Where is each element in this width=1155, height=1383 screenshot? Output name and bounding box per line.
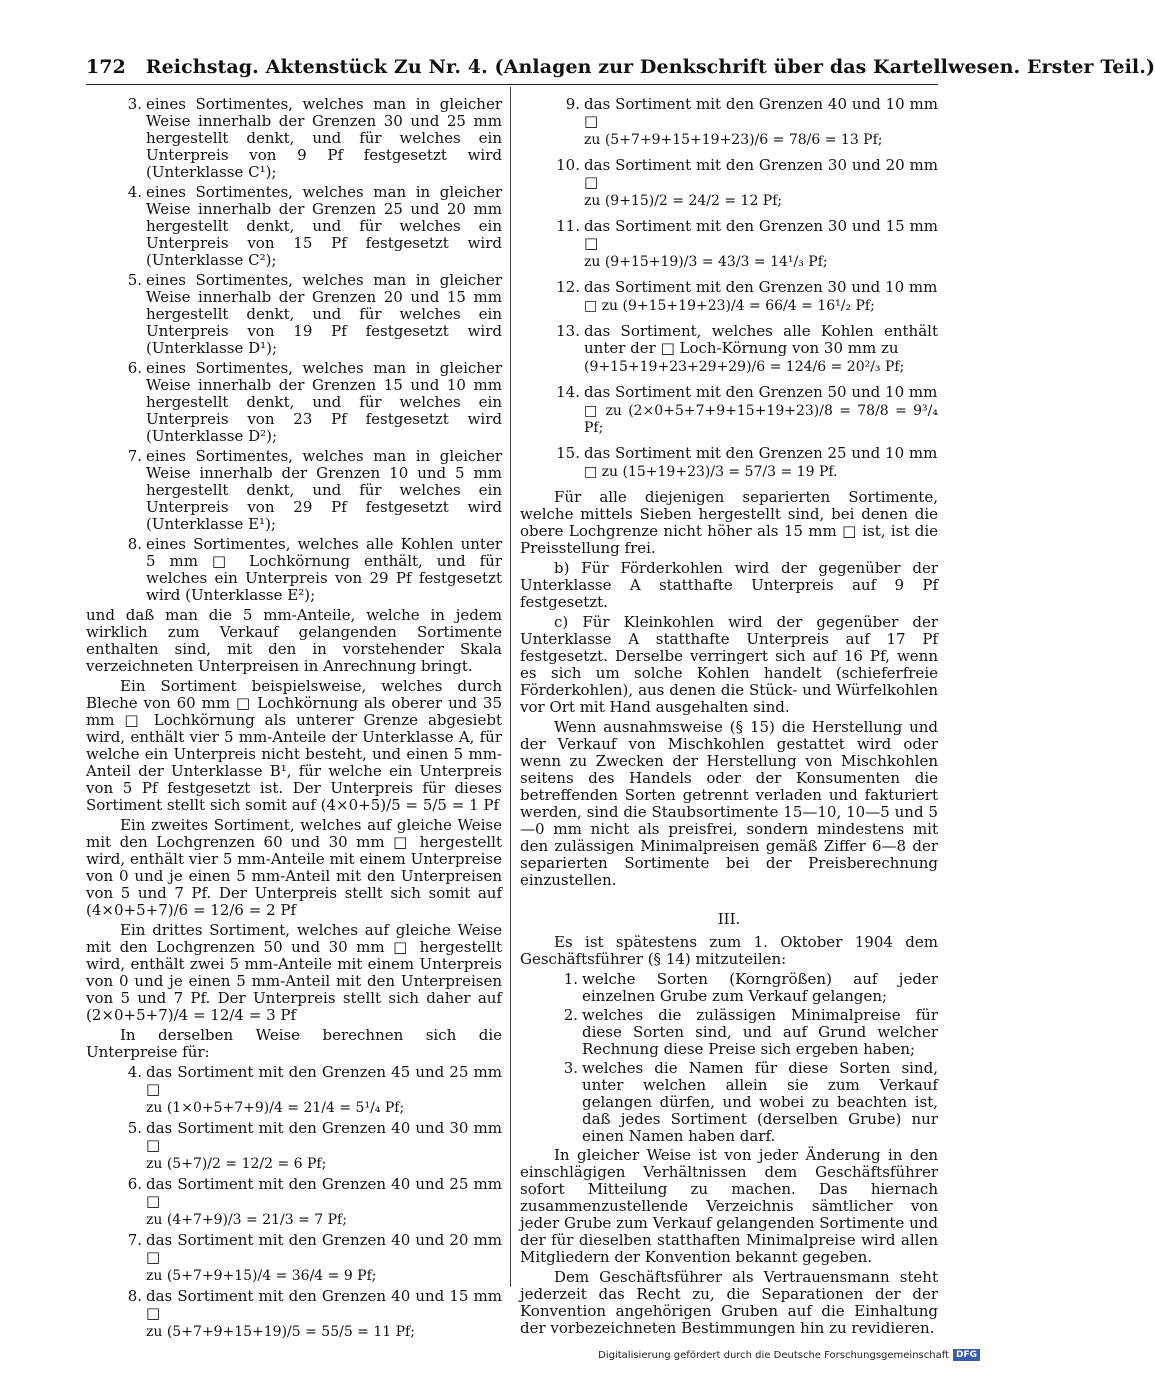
formula: zu (4+7+9)/3 = 21/3 = 7 Pf; — [146, 1212, 347, 1228]
list-item: 1. welche Sorten (Korngrößen) auf jeder einzelnen Grube zum Verkauf gelangen; — [563, 970, 938, 1005]
calc-item: 5. das Sortiment mit den Grenzen 40 und 30 mm □ zu (5+7)/2 = 12/2 = 6 Pf; — [127, 1119, 502, 1172]
formula: zu (9+15)/2 = 24/2 = 12 Pf; — [584, 193, 783, 209]
formula: □ zu (15+19+23)/3 = 57/3 = 19 Pf. — [584, 464, 838, 480]
paragraph: und daß man die 5 mm-Anteile, welche in jedem wirklich zum Verkauf gelangenden Sortimente enthalten sind, mit den in vorstehender Skala verzeichneten Unterpreisen in Anrechnung bringt. — [86, 606, 502, 675]
left-column — [86, 96, 502, 1344]
paragraph: Ein zweites Sortiment, welches auf gleiche Weise mit den Lochgrenzen 60 und 30 mm □ hergestellt wird, enthält vier 5 mm-Anteile mit einem Unterpreise von 0 und je einen 5 mm-Anteil mit den Unterpreisen von 5 und 7 Pf. Der Unterpreis stellt sich somit auf (4×0+5+7)/6 = 12/6 = 2 Pf — [86, 816, 502, 919]
formula: (9+15+19+23+29+29)/6 = 124/6 = 20²/₃ Pf; — [584, 359, 905, 375]
calc-item: 7. das Sortiment mit den Grenzen 40 und 20 mm □ zu (5+7+9+15)/4 = 36/4 = 9 Pf; — [127, 1231, 502, 1284]
section-heading: III. — [717, 910, 741, 928]
calc-item: 4. das Sortiment mit den Grenzen 45 und 25 mm □ zu (1×0+5+7+9)/4 = 21/4 = 5¹/₄ Pf; — [127, 1063, 502, 1116]
formula: zu (5+7+9+15+19+23)/6 = 78/6 = 13 Pf; — [584, 132, 883, 148]
column-divider — [510, 87, 511, 1287]
paragraph: In gleicher Weise ist von jeder Änderung in den einschlägigen Verhältnissen dem Geschäftsführer sofort Mitteilung zu machen. Das hiernach zusammenzustellende Verzeichnis sämtlicher von jeder Grube zum Verkauf gelangenden Sortimente und der für dieselben statthaften Minimalpreise wird allen Mitgliedern der Konvention bekannt gegeben. — [520, 1146, 938, 1266]
formula: □ zu (9+15+19+23)/4 = 66/4 = 16¹/₂ Pf; — [584, 298, 875, 314]
formula: zu (5+7+9+15)/4 = 36/4 = 9 Pf; — [146, 1268, 377, 1284]
calc-item: 10. das Sortiment mit den Grenzen 30 und 20 mm □ zu (9+15)/2 = 24/2 = 12 Pf; — [556, 156, 938, 209]
calc-item: 14. das Sortiment mit den Grenzen 50 und 10 mm □ zu (2×0+5+7+9+15+19+23)/8 = 78/8 = 9³/₄ Pf; — [556, 383, 938, 436]
formula: zu (5+7+9+15+19)/5 = 55/5 = 11 Pf; — [146, 1324, 415, 1340]
formula: zu (1×0+5+7+9)/4 = 21/4 = 5¹/₄ Pf; — [146, 1100, 405, 1116]
page-header — [86, 56, 1155, 86]
header-rule — [86, 84, 938, 85]
calc-item: 15. das Sortiment mit den Grenzen 25 und 10 mm □ zu (15+19+23)/3 = 57/3 = 19 Pf. — [556, 444, 938, 480]
paragraph: In derselben Weise berechnen sich die Unterpreise für: — [86, 1026, 502, 1061]
list-item: 3. welches die Namen für diese Sorten sind, unter welchen allein sie zum Verkauf gelangen dürfen, und wobei zu beachten ist, daß jedes Sortiment (derselben Grube) nur einen Namen haben darf. — [563, 1059, 938, 1145]
list-item: 7. eines Sortimentes, welches man in gleicher Weise innerhalb der Grenzen 10 und 5 mm hergestellt denkt, und für welches ein Unterpreis von 29 Pf festgesetzt wird (Unterklasse E¹); — [127, 447, 502, 533]
calc-item: 9. das Sortiment mit den Grenzen 40 und 10 mm □ zu (5+7+9+15+19+23)/6 = 78/6 = 13 Pf; — [565, 95, 938, 148]
calc-item: 13. das Sortiment, welches alle Kohlen enthält unter der □ Loch-Körnung von 30 mm zu (9+15+19+23+29+29)/6 = 124/6 = 20²/₃ Pf; — [556, 322, 938, 375]
list-item: 6. eines Sortimentes, welches man in gleicher Weise innerhalb der Grenzen 15 und 10 mm hergestellt denkt, und für welches ein Unterpreis von 23 Pf festgesetzt wird (Unterklasse D²); — [127, 359, 502, 445]
calc-item: 11. das Sortiment mit den Grenzen 30 und 15 mm □ zu (9+15+19)/3 = 43/3 = 14¹/₃ Pf; — [556, 217, 938, 270]
dfg-logo: DFG — [953, 1349, 980, 1361]
paragraph: Ein drittes Sortiment, welches auf gleiche Weise mit den Lochgrenzen 50 und 30 mm □ hergestellt wird, enthält zwei 5 mm-Anteile mit einem Unterpreis von 0 und je einen 5 mm-Anteil mit den Unterpreisen von 5 und 7 Pf. Der Unterpreis stellt sich daher auf (2×0+5+7)/4 = 12/4 = 3 Pf — [86, 921, 502, 1024]
list-item: 4. eines Sortimentes, welches man in gleicher Weise innerhalb der Grenzen 25 und 20 mm hergestellt denkt, und für welches ein Unterpreis von 15 Pf festgesetzt wird (Unterklasse C²); — [127, 183, 502, 269]
list-item: 5. eines Sortimentes, welches man in gleicher Weise innerhalb der Grenzen 20 und 15 mm hergestellt denkt, und für welches ein Unterpreis von 19 Pf festgesetzt wird (Unterklasse D¹); — [127, 271, 502, 357]
list-item: 2. welches die zulässigen Minimalpreise für diese Sorten sind, und auf Grund welcher Rechnung diese Preise sich ergeben haben; — [563, 1006, 938, 1058]
formula: zu (9+15+19)/3 = 43/3 = 14¹/₃ Pf; — [584, 254, 828, 270]
formula: □ zu (2×0+5+7+9+15+19+23)/8 = 78/8 = 9³/₄ Pf; — [584, 403, 938, 436]
page-number: 172 — [86, 56, 126, 78]
formula: zu (5+7)/2 = 12/2 = 6 Pf; — [146, 1156, 327, 1172]
footer — [598, 1349, 980, 1361]
list-item: 3. eines Sortimentes, welches man in gleicher Weise innerhalb der Grenzen 30 und 25 mm hergestellt denkt, und für welches ein Unterpreis von 9 Pf festgesetzt wird (Unterklasse C¹); — [127, 95, 502, 181]
calc-item: 8. das Sortiment mit den Grenzen 40 und 15 mm □ zu (5+7+9+15+19)/5 = 55/5 = 11 Pf; — [127, 1287, 502, 1340]
list-item: 8. eines Sortimentes, welches alle Kohlen unter 5 mm □ Lochkörnung enthält, und für welches ein Unterpreis von 29 Pf festgesetzt wird (Unterklasse E²); — [127, 535, 502, 604]
footer-text: Digitalisierung gefördert durch die Deutsche Forschungsgemeinschaft — [598, 1349, 949, 1361]
calc-item: 12. das Sortiment mit den Grenzen 30 und 10 mm □ zu (9+15+19+23)/4 = 66/4 = 16¹/₂ Pf; — [556, 278, 938, 314]
paragraph: c) Für Kleinkohlen wird der gegenüber der Unterklasse A statthafte Unterpreis auf 17 Pf festgesetzt. Derselbe verringert sich auf 16 Pf, wenn es sich um solche Kohlen handelt (schieferfreie Förderkohlen), aus denen die Stück- und Würfelkohlen vor Ort mit Hand ausgehalten sind. — [520, 613, 938, 716]
paragraph: Wenn ausnahmsweise (§ 15) die Herstellung und der Verkauf von Mischkohlen gestattet wird oder wenn zu Zwecken der Herstellung von Mischkohlen seitens des Handels oder der Konsumenten die betreffenden Sorten getrennt verladen und fakturiert werden, sind die Staubsortimente 15—10, 10—5 und 5—0 mm nicht als preisfrei, sondern mindestens mit den zulässigen Minimalpreisen gemäß Ziffer 6—8 der separierten Sortimente bei der Preisberechnung einzustellen. — [520, 718, 938, 889]
running-title: Reichstag. Aktenstück Zu Nr. 4. (Anlagen zur Denkschrift über das Kartellwesen. Erster Teil.) — [145, 56, 1155, 78]
paragraph: Dem Geschäftsführer als Vertrauensmann steht jederzeit das Recht zu, die Separationen der der Konvention angehörigen Gruben auf die Einhaltung der vorbezeichneten Bestimmungen hin zu revidieren. — [520, 1268, 938, 1337]
paragraph: Ein Sortiment beispielsweise, welches durch Bleche von 60 mm □ Lochkörnung als oberer und 35 mm □ Lochkörnung als unterer Grenze abgesiebt wird, enthält vier 5 mm-Anteile der Unterklasse A, für welche ein Unterpreis nicht besteht, und einen 5 mm-Anteil der Unterklasse B¹, für welche ein Unterpreis von 5 Pf festgesetzt ist. Der Unterpreis für dieses Sortiment stellt sich somit auf (4×0+5)/5 = 5/5 = 1 Pf — [86, 677, 502, 814]
paragraph: Für alle diejenigen separierten Sortimente, welche mittels Sieben hergestellt sind, bei denen die obere Lochgrenze nicht höher als 15 mm □ ist, ist die Preisstellung frei. — [520, 488, 938, 557]
paragraph: b) Für Förderkohlen wird der gegenüber der Unterklasse A statthafte Unterpreis auf 9 Pf festgesetzt. — [520, 559, 938, 611]
paragraph: Es ist spätestens zum 1. Oktober 1904 dem Geschäftsführer (§ 14) mitzuteilen: — [520, 933, 938, 968]
right-column — [520, 96, 938, 1340]
calc-item: 6. das Sortiment mit den Grenzen 40 und 25 mm □ zu (4+7+9)/3 = 21/3 = 7 Pf; — [127, 1175, 502, 1228]
